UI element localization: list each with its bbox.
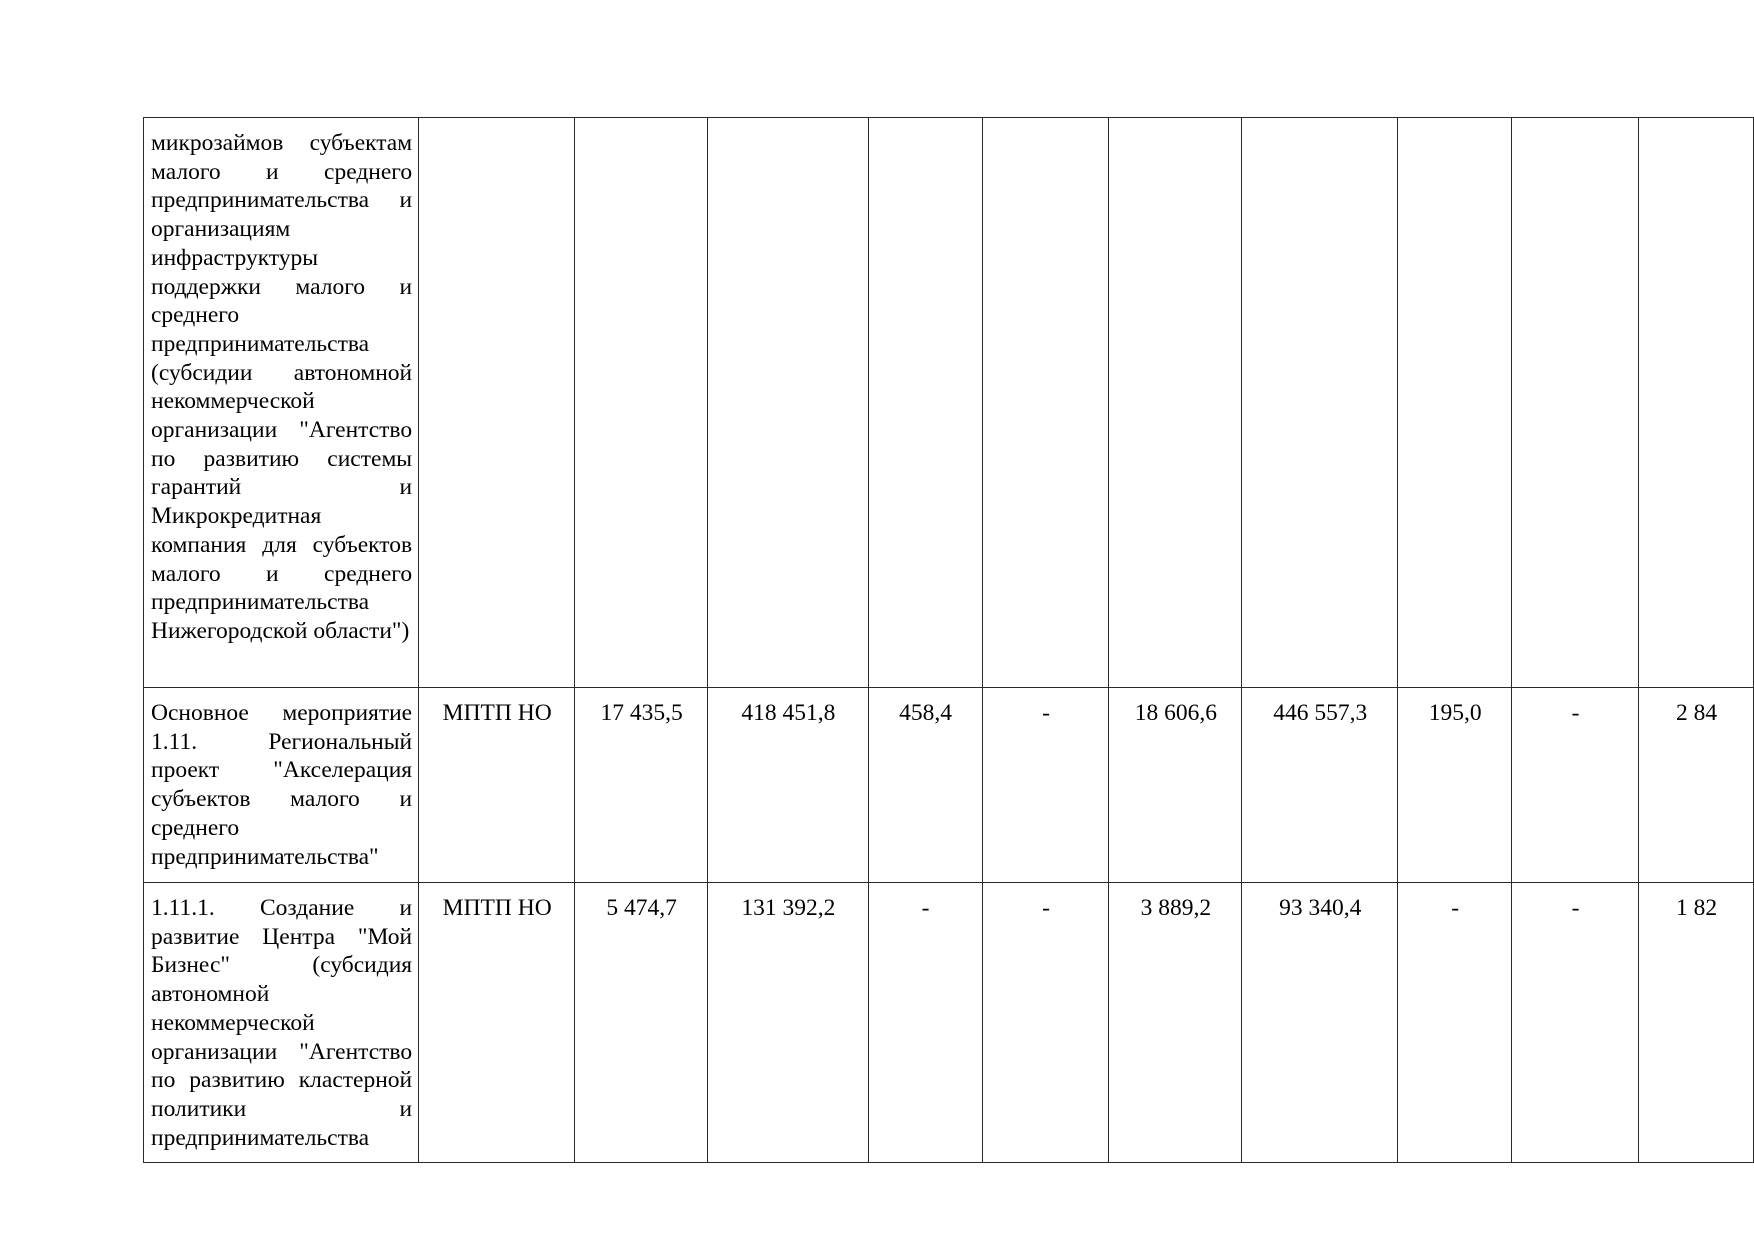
value-cell: 5 474,7 — [575, 883, 708, 1163]
value-cell — [575, 118, 708, 688]
value-cell: 3 889,2 — [1109, 883, 1242, 1163]
value-cell: 1 82 — [1639, 883, 1754, 1163]
value-cell: 446 557,3 — [1242, 688, 1398, 883]
value-cell: 195,0 — [1398, 688, 1512, 883]
value-cell: - — [982, 688, 1109, 883]
value-cell: 17 435,5 — [575, 688, 708, 883]
row-description: микрозаймов субъектам малого и среднего предпринимательства и организациям инфраструктуры поддержки малого и среднего предпринимательства (субсидии автономной некоммерческой организации "Агентство по развитию системы гарантий и Микрокредитная компания для субъектов малого и среднего предпринимательства Нижегородской области") — [144, 118, 419, 688]
value-cell: - — [1398, 883, 1512, 1163]
value-cell: 458,4 — [868, 688, 982, 883]
value-cell: - — [982, 883, 1109, 1163]
value-cell — [1512, 118, 1639, 688]
value-cell — [1639, 118, 1754, 688]
value-cell: 131 392,2 — [708, 883, 868, 1163]
row-description: Основное мероприятие 1.11. Региональный проект "Акселерация субъектов малого и среднего предпринимательства" — [144, 688, 419, 883]
table-row — [144, 118, 1754, 688]
value-cell: - — [868, 883, 982, 1163]
value-cell — [1109, 118, 1242, 688]
value-cell: 18 606,6 — [1109, 688, 1242, 883]
budget-table — [143, 117, 1754, 1163]
value-cell — [708, 118, 868, 688]
table-row — [144, 688, 1754, 883]
value-cell — [1398, 118, 1512, 688]
value-cell — [982, 118, 1109, 688]
value-cell: - — [1512, 688, 1639, 883]
row-executor: МПТП НО — [419, 883, 575, 1163]
value-cell: 93 340,4 — [1242, 883, 1398, 1163]
value-cell: 418 451,8 — [708, 688, 868, 883]
value-cell — [868, 118, 982, 688]
value-cell: - — [1512, 883, 1639, 1163]
value-cell — [1242, 118, 1398, 688]
table-row — [144, 883, 1754, 1163]
row-description: 1.11.1. Создание и развитие Центра "Мой Бизнес" (субсидия автономной некоммерческой организации "Агентство по развитию кластерной политики и предпринимательства — [144, 883, 419, 1163]
row-executor: МПТП НО — [419, 688, 575, 883]
value-cell: 2 84 — [1639, 688, 1754, 883]
row-executor — [419, 118, 575, 688]
